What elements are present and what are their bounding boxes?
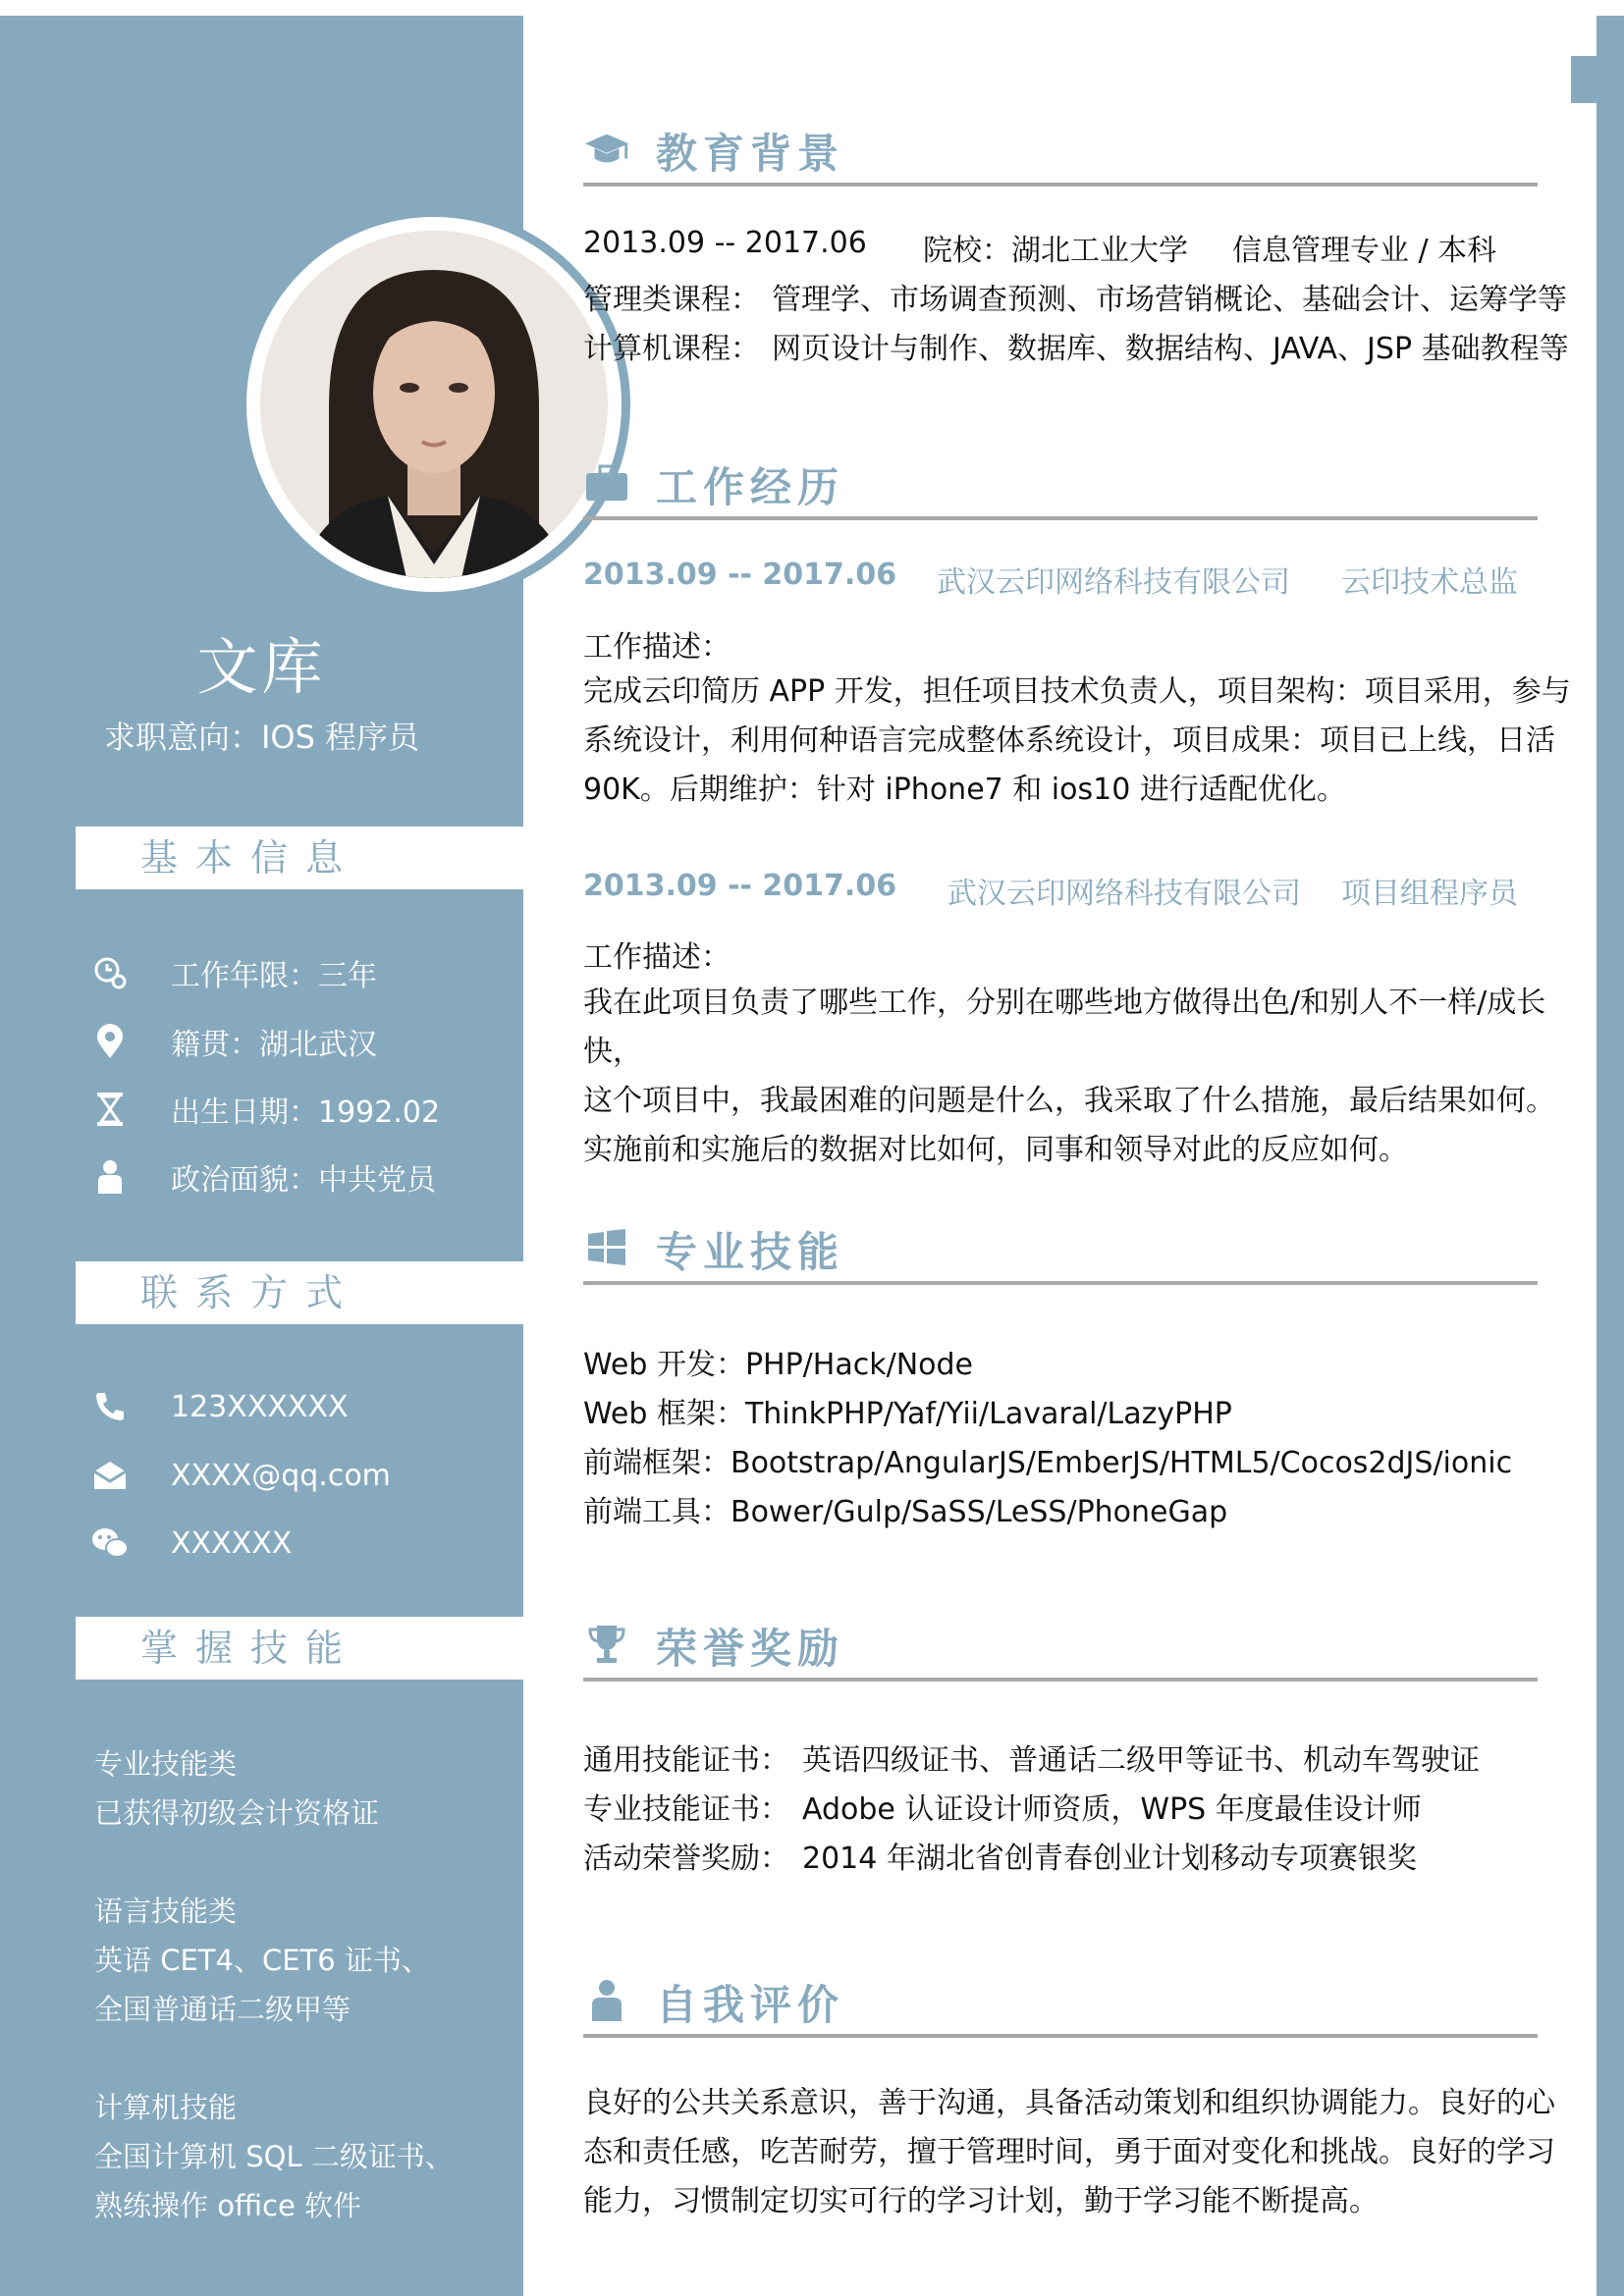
honor-value-professional: Adobe 认证设计师资质，WPS 年度最佳设计师 [802, 1792, 1422, 1827]
skill-group-line: 全国普通话二级甲等 [94, 1993, 352, 2026]
skill-group-line: 已获得初级会计资格证 [94, 1796, 380, 1830]
self-eval-line: 良好的公共关系意识，善于沟通，具备活动策划和组织协调能力。良好的心 [583, 2086, 1555, 2120]
contact-wechat[interactable]: XXXXXX [171, 1525, 293, 1561]
honor-label-general: 通用技能证书： [583, 1743, 789, 1778]
basic-info-heading: 基本信息 [76, 827, 523, 889]
windows-icon [583, 1224, 630, 1271]
education-major: 信息管理专业 / 本科 [1232, 234, 1497, 268]
trophy-icon [583, 1621, 630, 1668]
course-label-computer: 计算机课程： [583, 332, 760, 366]
person-icon [90, 1157, 130, 1197]
right-accent-tab [1571, 56, 1624, 103]
job1-desc-line: 系统设计，利用何种语言完成整体系统设计，项目成果：项目已上线，日活 [583, 723, 1555, 758]
contact-email[interactable]: XXXX@qq.com [171, 1458, 391, 1493]
self-eval-title: 自我评价 [656, 1981, 845, 2029]
job2-description [583, 979, 1575, 1175]
skill-group-title: 专业技能类 [94, 1747, 238, 1781]
right-accent-bar [1597, 16, 1624, 2296]
job2-desc-line: 实施前和实施后的数据对比如何，同事和领导对此的反应如何。 [583, 1133, 1408, 1167]
pro-skill-frontend-framework: 前端框架：Bootstrap/AngularJS/EmberJS/HTML5/Cocos2dJS/ionic [583, 1446, 1513, 1480]
info-work-years: 工作年限：三年 [171, 959, 377, 993]
job1-period: 2013.09 -- 2017.06 [583, 558, 897, 592]
pro-skills-title: 专业技能 [656, 1228, 845, 1276]
skill-group-professional [94, 1739, 379, 1838]
pro-skills-section-header [583, 1218, 1538, 1285]
self-eval-text [583, 2079, 1575, 2226]
info-row-political [90, 1154, 436, 1200]
honor-label-professional: 专业技能证书： [583, 1792, 789, 1827]
education-school: 院校：湖北工业大学 [923, 234, 1188, 268]
work-section-header [583, 454, 1538, 520]
graduation-cap-icon [583, 126, 630, 173]
skill-group-line: 英语 CET4、CET6 证书、 [94, 1944, 430, 1977]
job2-role: 项目组程序员 [1341, 877, 1518, 911]
education-period: 2013.09 -- 2017.06 [583, 226, 867, 260]
work-title: 工作经历 [656, 463, 845, 511]
contact-row-email [90, 1453, 391, 1498]
honors-section-header [583, 1615, 1538, 1682]
pro-skill-web-dev: Web 开发：PHP/Hack/Node [583, 1348, 974, 1382]
mail-icon [90, 1456, 130, 1495]
info-row-birthdate [90, 1087, 440, 1132]
honor-label-activity: 活动荣誉奖励： [583, 1842, 789, 1876]
contact-row-phone [90, 1384, 349, 1429]
info-political: 政治面貌：中共党员 [171, 1163, 436, 1198]
honors-title: 荣誉奖励 [656, 1625, 845, 1673]
candidate-name: 文库 [196, 631, 327, 703]
education-section-header [583, 120, 1538, 187]
location-pin-icon [90, 1022, 130, 1061]
course-value-computer: 网页设计与制作、数据库、数据结构、JAVA、JSP 基础教程等 [772, 332, 1569, 366]
course-label-management: 管理类课程： [583, 283, 760, 317]
job-intent: 求职意向：IOS 程序员 [103, 719, 420, 756]
contact-heading: 联系方式 [76, 1261, 523, 1324]
clock-gear-icon [90, 953, 130, 992]
info-hometown: 籍贯：湖北武汉 [171, 1028, 377, 1062]
skill-group-title: 语言技能类 [94, 1895, 238, 1928]
job1-role: 云印技术总监 [1341, 565, 1518, 600]
pro-skill-web-framework: Web 框架：ThinkPHP/Yaf/Yii/Lavaral/LazyPHP [583, 1397, 1232, 1431]
wechat-icon [90, 1523, 130, 1563]
honor-value-activity: 2014 年湖北省创青春创业计划移动专项赛银奖 [802, 1842, 1417, 1876]
contact-phone[interactable]: 123XXXXXX [171, 1389, 349, 1424]
contact-row-wechat [90, 1521, 292, 1566]
skill-group-computer [94, 2083, 454, 2230]
job2-desc-line: 我在此项目负责了哪些工作，分别在哪些地方做得出色/和别人不一样/成长快， [583, 986, 1546, 1069]
hourglass-icon [90, 1090, 130, 1129]
info-row-hometown [90, 1019, 377, 1064]
honor-value-general: 英语四级证书、普通话二级甲等证书、机动车驾驶证 [802, 1743, 1480, 1778]
skill-group-line: 熟练操作 office 软件 [94, 2189, 362, 2222]
job2-period: 2013.09 -- 2017.06 [583, 869, 897, 903]
education-title: 教育背景 [656, 130, 845, 178]
pro-skill-frontend-tools: 前端工具：Bower/Gulp/SaSS/LeSS/PhoneGap [583, 1495, 1228, 1529]
user-icon [583, 1977, 630, 2024]
job2-desc-label: 工作描述： [583, 940, 731, 975]
profile-photo-frame [238, 208, 630, 601]
briefcase-icon [583, 459, 630, 507]
self-eval-line: 态和责任感，吃苦耐劳，擅于管理时间，勇于面对变化和挑战。良好的学习 [583, 2135, 1555, 2169]
info-row-work-years [90, 950, 377, 995]
job1-desc-label: 工作描述： [583, 630, 731, 665]
skill-group-line: 全国计算机 SQL 二级证书、 [94, 2140, 454, 2173]
job1-desc-line: 90K。后期维护：针对 iPhone7 和 ios10 进行适配优化。 [583, 773, 1346, 807]
job2-desc-line: 这个项目中，我最困难的问题是什么，我采取了什么措施，最后结果如何。 [583, 1084, 1555, 1118]
job2-company: 武汉云印网络科技有限公司 [947, 877, 1301, 911]
skill-group-title: 计算机技能 [94, 2091, 238, 2124]
profile-photo [260, 231, 608, 578]
job1-company: 武汉云印网络科技有限公司 [937, 565, 1290, 600]
self-eval-line: 能力，习惯制定切实可行的学习计划，勤于学习能不断提高。 [583, 2184, 1379, 2218]
self-eval-section-header [583, 1971, 1538, 2038]
phone-icon [90, 1387, 130, 1426]
skills-heading: 掌握技能 [76, 1617, 523, 1680]
course-value-management: 管理学、市场调查预测、市场营销概论、基础会计、运筹学等 [772, 283, 1567, 317]
job1-desc-line: 完成云印简历 APP 开发，担任项目技术负责人，项目架构：项目采用，参与 [583, 674, 1571, 709]
info-birthdate: 出生日期：1992.02 [171, 1095, 441, 1130]
job1-description [583, 667, 1575, 815]
skill-group-language [94, 1887, 430, 2034]
